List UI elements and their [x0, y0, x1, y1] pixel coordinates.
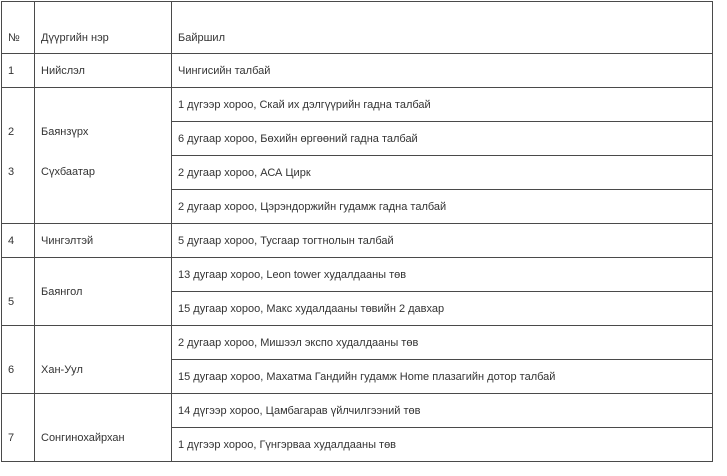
table-row: [2, 88, 713, 122]
district-name: Баянзүрх: [35, 88, 172, 156]
district-name: Сүхбаатар: [35, 156, 172, 224]
location-cell: 1 дүгээр хороо, Гүнгэрваа худалдааны төв: [172, 428, 713, 462]
header-district: Дүүргийн нэр: [35, 2, 172, 54]
row-number: 6: [2, 326, 35, 394]
location-cell: 5 дугаар хороо, Тусгаар тогтнолын талбай: [172, 224, 713, 258]
row-number: 3: [2, 156, 35, 224]
row-number: 2: [2, 88, 35, 156]
location-cell: 6 дугаар хороо, Бөхийн өргөөний гадна талбай: [172, 122, 713, 156]
district-name: Хан-Уул: [35, 326, 172, 394]
location-cell: 14 дүгээр хороо, Цамбагарав үйлчилгээний төв: [172, 394, 713, 428]
row-number: 1: [2, 54, 35, 88]
location-cell: 15 дугаар хороо, Макс худалдааны төвийн 2 давхар: [172, 292, 713, 326]
header-location: Байршил: [172, 2, 713, 54]
table-row: [2, 394, 713, 428]
table-row: [2, 156, 713, 190]
district-name: Баянгол: [35, 258, 172, 326]
location-cell: 2 дугаар хороо, АСА Цирк: [172, 156, 713, 190]
location-cell: 15 дугаар хороо, Махатма Гандийн гудамж Home плазагийн дотор талбай: [172, 360, 713, 394]
district-name: Нийслэл: [35, 54, 172, 88]
row-number: 5: [2, 258, 35, 326]
location-cell: 2 дугаар хороо, Мишээл экспо худалдааны төв: [172, 326, 713, 360]
header-number: №: [2, 2, 35, 54]
row-number: 7: [2, 394, 35, 462]
location-cell: 1 дүгээр хороо, Скай их дэлгүүрийн гадна талбай: [172, 88, 713, 122]
districts-table: [1, 1, 713, 462]
location-cell: 2 дугаар хороо, Цэрэндоржийн гудамж гадна талбай: [172, 190, 713, 224]
table-row: [2, 326, 713, 360]
table-row: [2, 258, 713, 292]
district-name: Чингэлтэй: [35, 224, 172, 258]
table-row: [2, 224, 713, 258]
district-name: Сонгинохайрхан: [35, 394, 172, 462]
table-row: [2, 54, 713, 88]
location-cell: Чингисийн талбай: [172, 54, 713, 88]
table-header-row: [2, 2, 713, 54]
row-number: 4: [2, 224, 35, 258]
location-cell: 13 дугаар хороо, Leon tower худалдааны төв: [172, 258, 713, 292]
